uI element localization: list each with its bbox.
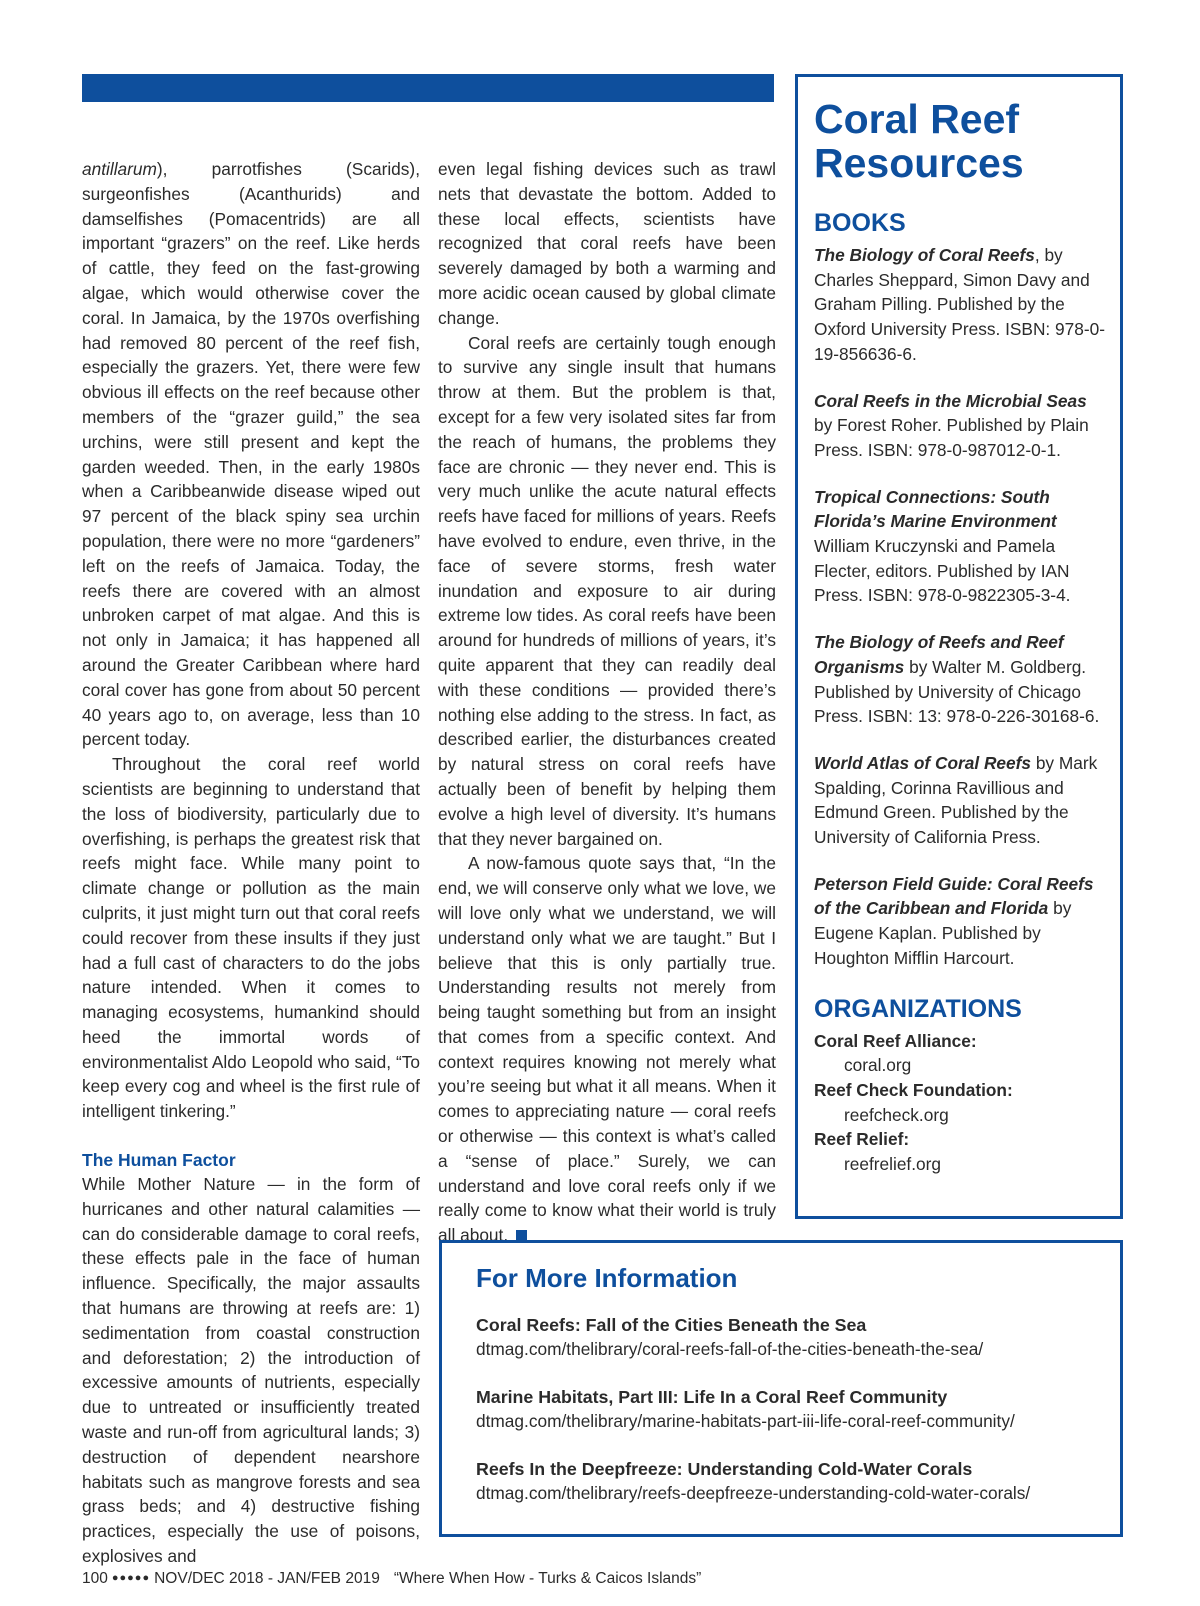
book-entry — [814, 630, 1106, 729]
book-details: by Forest Roher. Published by Plain Press. ISBN: 978-0-987012-0-1. — [814, 415, 1089, 460]
book-details: by Eugene Kaplan. Published by Houghton Mifflin Harcourt. — [814, 898, 1072, 968]
section-heading: The Human Factor — [82, 1150, 236, 1171]
book-title: Coral Reefs in the Microbial Seas — [814, 390, 1087, 411]
book-entry — [814, 872, 1106, 971]
book-details: by Mark Spalding, Corinna Ravillious and Edmund Green. Published by the University of California Press. — [814, 752, 1098, 848]
organization-link[interactable]: reefrelief.org — [844, 1154, 942, 1175]
page-number: 100 — [82, 1570, 108, 1587]
book-title: Peterson Field Guide: Coral Reefs of the Caribbean and Florida — [814, 873, 1094, 919]
more-information-item — [476, 1457, 1100, 1505]
book-title: Tropical Connections: South Florida’s Marine Environment — [814, 486, 1057, 532]
more-information-item — [476, 1385, 1100, 1433]
paragraph: Throughout the coral reef world scientists are beginning to understand that the loss of biodiversity, particularly due to overfishing, is perhaps the greatest risk that reefs might face. While many point to climate change or pollution as the main culprits, it just might turn out that coral reefs could recover from these insults if they just had a full cast of characters to do the jobs nature intended. When it comes to managing ecosystems, humankind should heed the immortal words of environmentalist Aldo Leopold who said, “To keep every cog and wheel is the first rule of intelligent tinkering.” — [82, 754, 420, 1122]
footer-dots: ●●●●● — [111, 1572, 151, 1584]
books-heading: BOOKS — [814, 209, 906, 237]
paragraph: Coral reefs are certainly tough enough to survive any single insult that humans throw at them. But the problem is that, except for a few very isolated sites far from the reach of humans, the problems they face are chronic — they never end. This is very much unlike the acute natural effects reefs have faced for millions of years. Reefs have evolved to endure, even thrive, in the face of severe storms, fresh water inundation and exposure to air during extreme low tides. As coral reefs have been around for hundreds of millions of years, it’s quite apparent that they can readily deal with these conditions — provided there’s nothing else adding to the stress. In fact, as described earlier, the disturbances created by natural stress on coral reefs have actually been of benefit by helping them evolve a high level of diversity. It’s humans that they never bargained on. — [438, 332, 776, 849]
article-title: Marine Habitats, Part III: Life In a Coral Reef Community — [476, 1387, 948, 1407]
organization-link[interactable]: reefcheck.org — [844, 1104, 949, 1125]
organizations-heading: ORGANIZATIONS — [814, 994, 1022, 1023]
article-link[interactable]: dtmag.com/thelibrary/coral-reefs-fall-of-the-cities-beneath-the-sea/ — [476, 1339, 984, 1359]
paragraph: even legal fishing devices such as trawl nets that devastate the bottom. Added to these local effects, scientists have recognized that coral reefs have been severely damaged by both a warming and more acidic ocean caused by global climate change. — [438, 159, 776, 328]
book-entry — [814, 751, 1106, 850]
book-title: The Biology of Reefs and Reef Organisms — [814, 632, 1064, 677]
book-details: , by Charles Sheppard, Simon Davy and Graham Pilling. Published by the Oxford University Press. ISBN: 978-0-19-856636-6. — [814, 245, 1105, 364]
page-footer — [82, 1568, 701, 1589]
more-information-item — [476, 1313, 1100, 1361]
more-information-box — [439, 1240, 1123, 1537]
article-column-1 — [82, 157, 420, 1569]
paragraph: A now-famous quote says that, “In the end, we will conserve only what we love, we will love only what we understand, we will understand only what we are taught.” But I believe that this is only partially true. Understanding results not merely from being taught something but from an insight that comes from a specific context. And context requires knowing not merely what you’re seeing but what it all means. When it comes to appreciating nature — coral reefs or otherwise — this context is what’s called a “sense of place.” Surely, we can understand and love coral reefs only if we really come to know what their world is truly all about. — [438, 853, 776, 1246]
organization-name: Coral Reef Alliance: — [814, 1030, 977, 1051]
book-details: by Walter M. Goldberg. Published by University of Chicago Press. ISBN: 13: 978-0-226-30168-6. — [814, 656, 1100, 727]
book-entry — [814, 243, 1106, 367]
sidebar-title: Coral Reef Resources — [814, 96, 1024, 186]
organization-link[interactable]: coral.org — [844, 1055, 912, 1076]
organization-name: Reef Check Foundation: — [814, 1079, 1013, 1100]
article-title: Reefs In the Deepfreeze: Understanding Cold-Water Corals — [476, 1459, 973, 1479]
paragraph: antillarum), parrotfishes (Scarids), surgeonfishes (Acanthurids) and damselfishes (Pomacentrids) are all important “grazers” on the reef. Like herds of cattle, they feed on the fast-growing algae, which would otherwise cover the coral. In Jamaica, by the 1970s overfishing had removed 80 percent of the reef fish, especially the grazers. Yet, there were few obvious ill effects on the reef because other members of the “grazer guild,” the sea urchins, were still present and kept the garden weeded. Then, in the early 1980s when a Caribbeanwide disease wiped out 97 percent of the black spiny sea urchin population, there were no more “gardeners” left on the reefs of Jamaica. Today, the reefs there are covered with an almost unbroken carpet of mat algae. And this is not only in Jamaica; it has happened all around the Greater Caribbean where hard coral cover has gone from about 50 percent 40 years ago to, on average, less than 10 percent today. — [82, 159, 420, 750]
book-entry — [814, 485, 1106, 609]
issue-date: NOV/DEC 2018 - JAN/FEB 2019 — [154, 1570, 380, 1587]
paragraph: While Mother Nature — in the form of hurricanes and other natural calamities — can do considerable damage to coral reefs, these effects pale in the face of human influence. Specifically, the major assaults that humans are throwing at reefs are: 1) sedimentation from coastal construction and deforestation; 2) the introduction of excessive amounts of nutrients, especially due to untreated or insufficiently treated waste and run-off from agricultural lands; 3) destruction of dependent nearshore habitats such as mangrove forests and sea grass beds; and 4) destructive fishing practices, especially the use of poisons, explosives and — [82, 1174, 420, 1567]
organizations-list — [814, 1029, 1106, 1177]
organization-name: Reef Relief: — [814, 1129, 910, 1150]
more-information-list — [476, 1313, 1100, 1505]
book-details: William Kruczynski and Pamela Flecter, editors. Published by IAN Press. ISBN: 978-0-9822305-3-4. — [814, 536, 1071, 606]
article-title: Coral Reefs: Fall of the Cities Beneath the Sea — [476, 1315, 867, 1335]
resources-sidebar — [795, 74, 1123, 1219]
article-link[interactable]: dtmag.com/thelibrary/marine-habitats-part-iii-life-coral-reef-community/ — [476, 1411, 1015, 1431]
book-entry — [814, 389, 1106, 463]
publication-name: “Where When How - Turks & Caicos Islands” — [393, 1570, 702, 1587]
book-title: World Atlas of Coral Reefs — [814, 752, 1032, 773]
article-link[interactable]: dtmag.com/thelibrary/reefs-deepfreeze-understanding-cold-water-corals/ — [476, 1483, 1031, 1503]
more-information-heading: For More Information — [476, 1263, 738, 1293]
book-title: The Biology of Coral Reefs — [814, 245, 1035, 265]
books-list — [814, 243, 1106, 971]
article-column-2 — [438, 157, 776, 1248]
header-color-bar — [82, 74, 774, 102]
